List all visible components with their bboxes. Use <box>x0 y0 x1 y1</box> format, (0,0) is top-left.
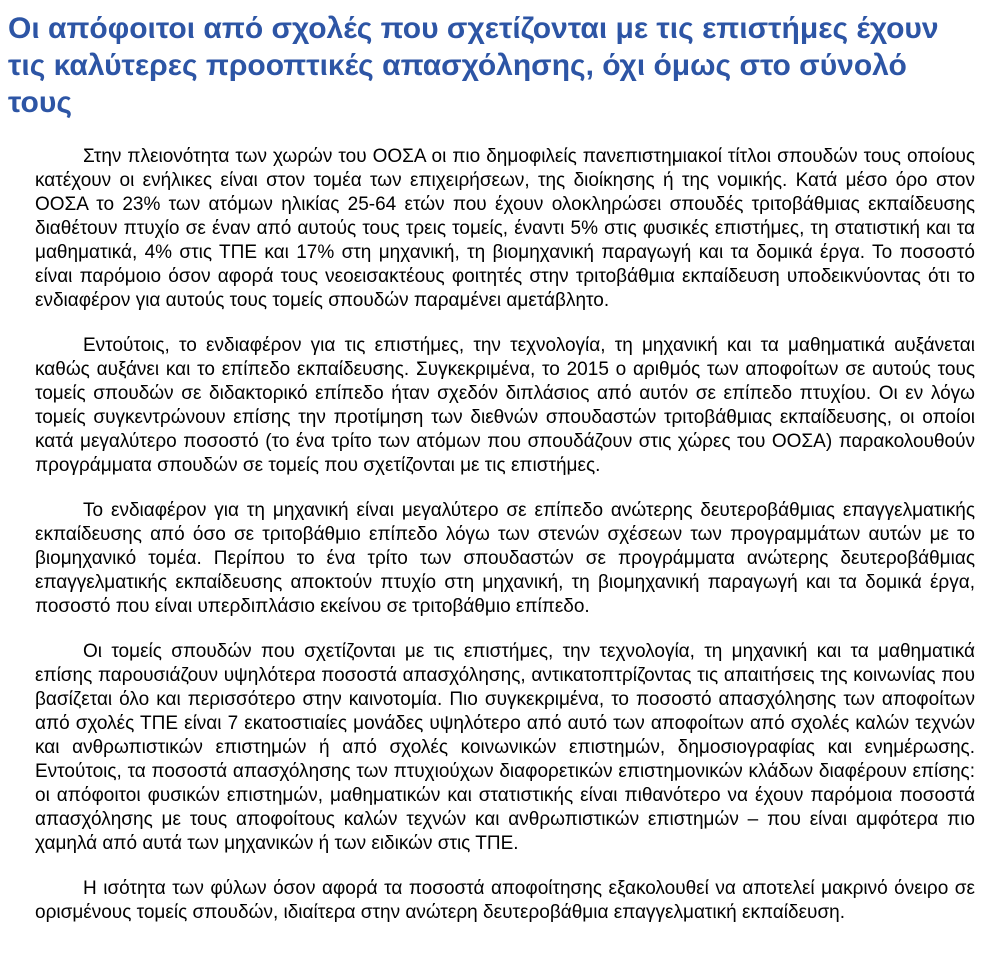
paragraph-3: Το ενδιαφέρον για τη μηχανική είναι μεγαλύτερο σε επίπεδο ανώτερης δευτεροβάθμιας επαγγελματικής εκπαίδευσης από όσο σε τριτοβάθμιο επίπεδο λόγω των στενών σχέσεων των προγραμμάτων αυτών με το βιομηχανικό τομέα. Περίπου το ένα τρίτο των σπουδαστών σε προγράμματα ανώτερης δευτεροβάθμιας επαγγελματικής εκπαίδευσης αποκτούν πτυχίο στη μηχανική, τη βιομηχανική παραγωγή και τα δομικά έργα, ποσοστό που είναι υπερδιπλάσιο εκείνου σε τριτοβάθμιο επίπεδο. <box>35 500 975 617</box>
paragraph-4: Οι τομείς σπουδών που σχετίζονται με τις επιστήμες, την τεχνολογία, τη μηχανική και τα μαθηματικά επίσης παρουσιάζουν υψηλότερα ποσοστά απασχόλησης, αντικατοπτρίζοντας τις απαιτήσεις της κοινωνίας που βασίζεται όλο και περισσότερο στην καινοτομία. Πιο συγκεκριμένα, το ποσοστό απασχόλησης των αποφοίτων από σχολές ΤΠΕ είναι 7 εκατοστιαίες μονάδες υψηλότερο από αυτό των αποφοίτων από σχολές καλών τεχνών και ανθρωπιστικών επιστημών ή από σχολές κοινωνικών επιστημών, δημοσιογραφίας και ενημέρωσης. Εντούτοις, τα ποσοστά απασχόλησης των πτυχιούχων διαφορετικών επιστημονικών κλάδων διαφέρουν επίσης: οι απόφοιτοι φυσικών επιστημών, μαθηματικών και στατιστικής είναι πιθανότερο να έχουν παρόμοια ποσοστά απασχόλησης με τους αποφοίτους καλών τεχνών και ανθρωπιστικών επιστημών – που είναι αμφότερα πιο χαμηλά από αυτά των μηχανικών ή των ειδικών στις ΤΠΕ. <box>35 641 975 854</box>
article-body <box>35 145 975 925</box>
paragraph-5: Η ισότητα των φύλων όσον αφορά τα ποσοστά αποφοίτησης εξακολουθεί να αποτελεί μακρινό όνειρο σε ορισμένους τομείς σπουδών, ιδιαίτερα στην ανώτερη δευτεροβάθμια επαγγελματική εκπαίδευση. <box>35 878 975 923</box>
page-title: Οι απόφοιτοι από σχολές που σχετίζονται με τις επιστήμες έχουν τις καλύτερες προοπτικές απασχόλησης, όχι όμως στο σύνολό τους <box>8 12 939 119</box>
paragraph-2: Εντούτοις, το ενδιαφέρον για τις επιστήμες, την τεχνολογία, τη μηχανική και τα μαθηματικά αυξάνεται καθώς αυξάνει και το επίπεδο εκπαίδευσης. Συγκεκριμένα, το 2015 ο αριθμός των αποφοίτων σε αυτούς τους τομείς σπουδών σε διδακτορικό επίπεδο ήταν σχεδόν διπλάσιος από αυτόν σε επίπεδο πτυχίου. Οι εν λόγω τομείς συγκεντρώνουν επίσης την προτίμηση των διεθνών σπουδαστών τριτοβάθμιας εκπαίδευσης, οι οποίοι κατά μεγαλύτερο ποσοστό (το ένα τρίτο των ατόμων που σπουδάζουν στις χώρες του ΟΟΣΑ) παρακολουθούν προγράμματα σπουδών σε τομείς που σχετίζονται με τις επιστήμες. <box>35 335 975 476</box>
paragraph-1: Στην πλειονότητα των χωρών του ΟΟΣΑ οι πιο δημοφιλείς πανεπιστημιακοί τίτλοι σπουδών τους οποίους κατέχουν οι ενήλικες είναι στον τομέα των επιχειρήσεων, της διοίκησης ή της νομικής. Κατά μέσο όρο στον ΟΟΣΑ το 23% των ατόμων ηλικίας 25-64 ετών που έχουν ολοκληρώσει σπουδές τριτοβάθμιας εκπαίδευσης διαθέτουν πτυχίο σε έναν από αυτούς τους τρεις τομείς, έναντι 5% στις φυσικές επιστήμες, τη στατιστική και τα μαθηματικά, 4% στις ΤΠΕ και 17% στη μηχανική, τη βιομηχανική παραγωγή και τα δομικά έργα. Το ποσοστό είναι παρόμοιο όσον αφορά τους νεοεισακτέους φοιτητές στην τριτοβάθμια εκπαίδευση υποδεικνύοντας ότι το ενδιαφέρον για αυτούς τους τομείς σπουδών παραμένει αμετάβλητο. <box>35 146 975 311</box>
